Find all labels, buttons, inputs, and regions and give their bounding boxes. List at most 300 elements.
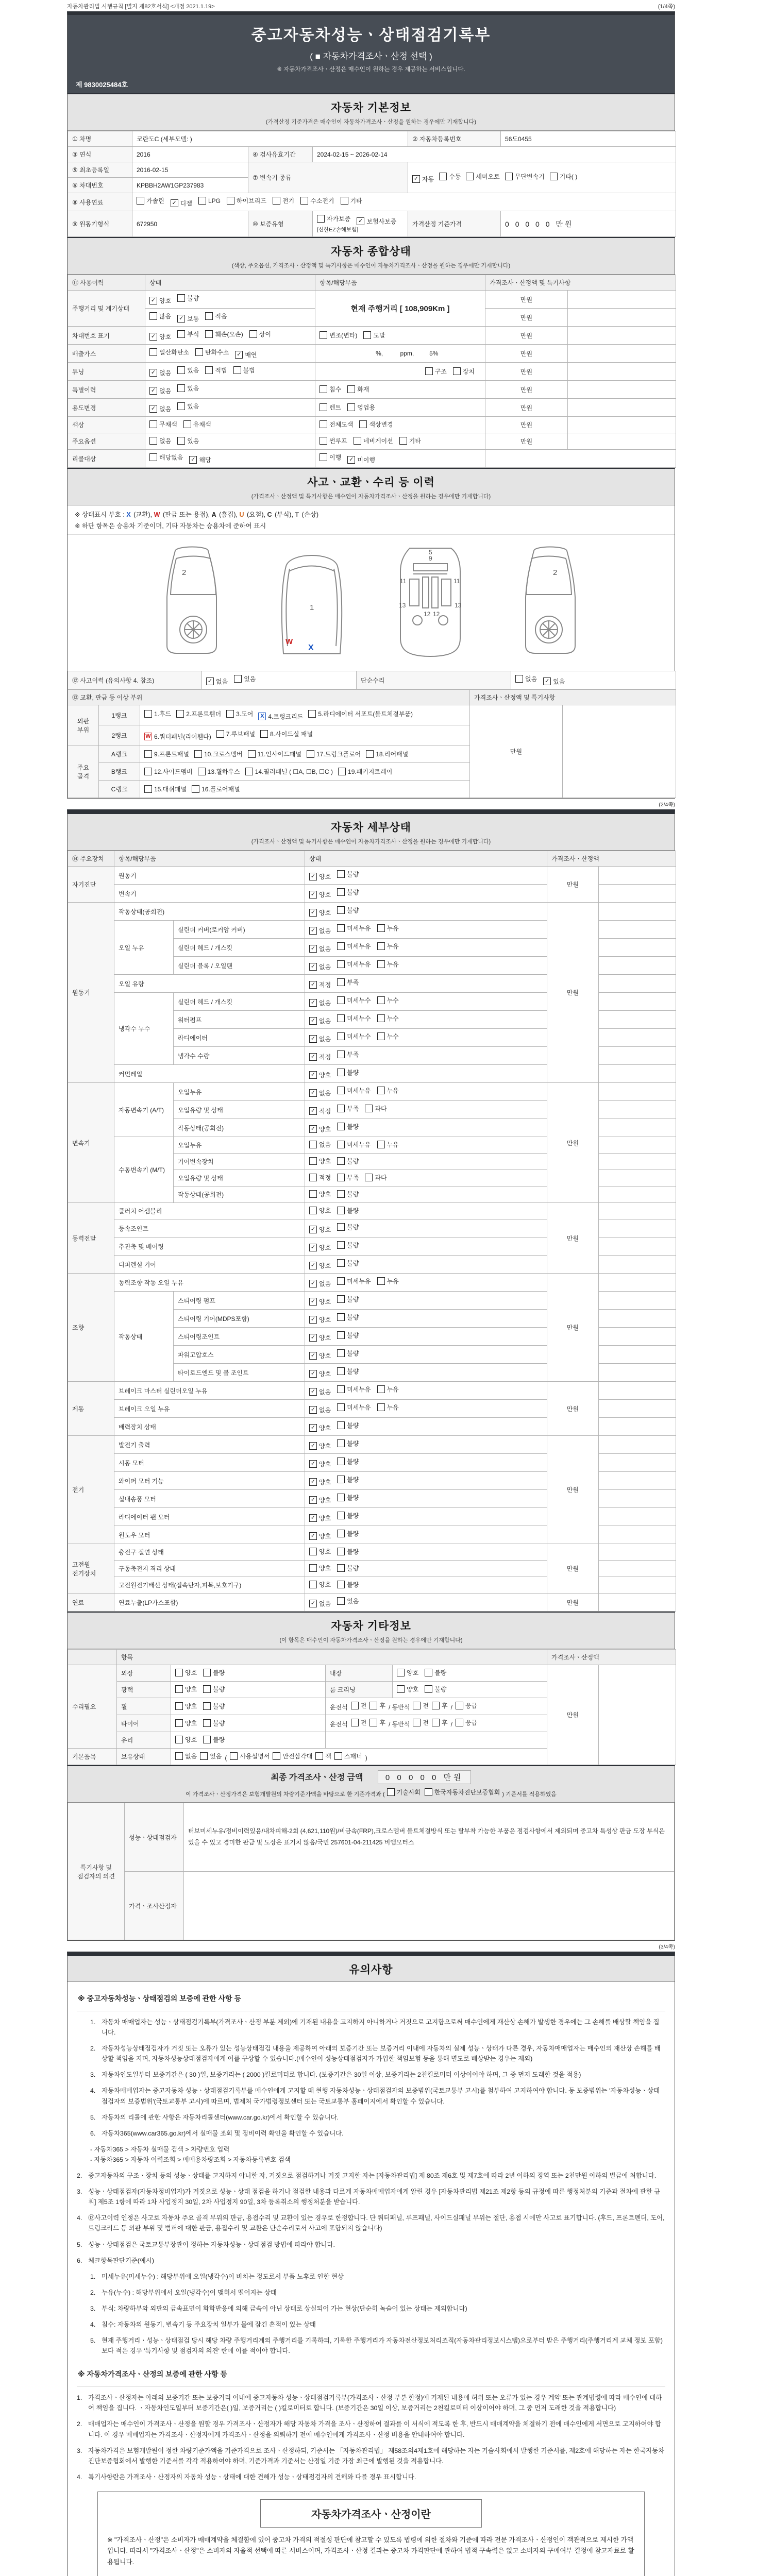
checkbox-양호[interactable] [309, 1315, 331, 1324]
table-cell [305, 1526, 547, 1544]
checkbox-6.쿼터패널(리어휀다)[interactable] [144, 732, 211, 741]
checkbox-양호[interactable] [309, 1071, 331, 1079]
checkbox-box [337, 1141, 345, 1148]
checkbox-양호[interactable] [309, 1532, 331, 1540]
checkbox-불량[interactable] [337, 1295, 359, 1303]
checkbox-적정[interactable] [309, 1053, 331, 1061]
checkbox-label: 양호 [319, 1548, 331, 1555]
table-row [68, 690, 676, 705]
checkbox-해당없음[interactable] [149, 453, 183, 462]
checkbox-불량[interactable] [337, 1529, 359, 1538]
checkbox-침수[interactable] [320, 385, 341, 394]
form-meta-line [67, 0, 675, 11]
checkbox-label: 양호 [159, 333, 172, 341]
checkbox-없음[interactable] [309, 998, 331, 1007]
table-row [68, 1594, 676, 1612]
checkbox-18.리어패널[interactable] [366, 750, 408, 758]
checkbox-응급[interactable] [456, 1718, 477, 1727]
checkbox-label: 하이브리드 [236, 197, 266, 205]
checkbox-하이브리드[interactable] [227, 196, 266, 205]
checkbox-label: 8.사이드실 패널 [270, 731, 313, 738]
checkbox-부족[interactable] [337, 978, 359, 987]
checkbox-label: 불량 [347, 871, 359, 878]
checkbox-적정[interactable] [309, 980, 331, 989]
car-top-diagram [263, 543, 361, 662]
checkbox-무채색[interactable] [149, 420, 177, 429]
table-cell [305, 921, 547, 939]
checkbox-유채색[interactable] [183, 420, 211, 429]
table-row [68, 1665, 676, 1682]
table-cell [599, 1029, 676, 1047]
diagram-label-11r: 11 [453, 578, 460, 585]
checkbox-양호[interactable] [309, 1460, 331, 1468]
checkbox-label: 없음 [319, 999, 331, 1007]
checkbox-누유[interactable] [377, 1403, 399, 1412]
checkbox-자가보증[interactable] [317, 214, 350, 223]
checkbox-없음[interactable] [149, 404, 171, 413]
checkbox-불량[interactable] [425, 1668, 446, 1677]
checkbox-누수[interactable] [377, 996, 399, 1005]
table-row [68, 1274, 676, 1292]
checkbox-불량[interactable] [337, 1313, 359, 1321]
checkbox-box [337, 1530, 345, 1537]
checkbox-없음[interactable] [309, 1140, 331, 1149]
checkbox-불량[interactable] [203, 1735, 225, 1744]
checkbox-가솔린[interactable] [137, 196, 164, 205]
checkbox-box [309, 1207, 317, 1214]
checkbox-양호[interactable] [309, 1564, 331, 1572]
checkbox-전체도색[interactable] [320, 420, 353, 429]
table-cell [145, 327, 315, 345]
checkbox-label: 14.필러패널 ( ☐A, ☐B, ☐C ) [255, 768, 333, 775]
checkbox-있음[interactable] [177, 366, 199, 375]
notice-number: 2. [77, 2172, 82, 2180]
checkbox-매연[interactable] [235, 350, 257, 359]
checkbox-화재[interactable] [347, 385, 369, 394]
checkbox-box: ✓ [309, 1352, 317, 1360]
checkbox-불량[interactable] [337, 1259, 359, 1267]
table-cell [305, 1561, 547, 1577]
checkbox-변조(변타)[interactable] [320, 331, 357, 340]
checkbox-누유[interactable] [377, 942, 399, 951]
checkbox-있음[interactable] [177, 402, 199, 411]
checkbox-누수[interactable] [377, 1032, 399, 1041]
checkbox-label: 없음 [319, 945, 331, 953]
checkbox-불량[interactable] [337, 1547, 359, 1556]
checkbox-보험사보증[interactable] [357, 217, 396, 226]
checkbox-없음[interactable] [149, 436, 171, 445]
checkbox-없음[interactable] [309, 1387, 331, 1396]
checkbox-응급[interactable] [456, 1701, 477, 1710]
checkbox-세미오토[interactable] [466, 172, 499, 181]
checkbox-없음[interactable] [309, 926, 331, 935]
checkbox-LPG[interactable] [198, 197, 221, 205]
table-cell: 브레이크 오일 누유 [114, 1400, 305, 1418]
table-cell [305, 1256, 547, 1274]
checkbox-전[interactable] [351, 1701, 367, 1710]
checkbox-있음[interactable] [200, 1752, 222, 1760]
checkbox-불량[interactable] [337, 870, 359, 878]
checkbox-양호[interactable] [397, 1685, 418, 1693]
checkbox-영업용[interactable] [347, 403, 375, 412]
checkbox-양호[interactable] [309, 1225, 331, 1234]
checkbox-누유[interactable] [377, 924, 399, 933]
checkbox-label: 양호 [319, 1533, 331, 1540]
checkbox-불량[interactable] [337, 1511, 359, 1520]
checkbox-불량[interactable] [337, 1157, 359, 1165]
checkbox-후[interactable] [369, 1718, 385, 1727]
checkbox-양호[interactable] [175, 1668, 197, 1677]
checkbox-4.트렁크리드[interactable] [258, 712, 303, 721]
checkbox-양호[interactable] [149, 332, 171, 341]
appraiser-opinion-text [184, 1872, 675, 1940]
checkbox-미세누유[interactable] [337, 1140, 371, 1149]
checkbox-누유[interactable] [377, 1385, 399, 1394]
checkbox-label: 양호 [407, 1686, 419, 1693]
checkbox-양호[interactable] [309, 1547, 331, 1556]
section-title: 유의사항 [349, 1964, 393, 1976]
checkbox-적정[interactable] [309, 1173, 331, 1182]
checkbox-안전삼각대[interactable] [273, 1752, 312, 1760]
checkbox-불량[interactable] [337, 1223, 359, 1231]
checkbox-디젤[interactable] [171, 199, 192, 208]
checkbox-box [337, 1050, 345, 1058]
table-cell: 리콜대상 [68, 450, 145, 468]
checkbox-후[interactable] [369, 1701, 385, 1710]
checkbox-상이[interactable] [249, 330, 271, 338]
checkbox-전[interactable] [413, 1718, 429, 1727]
notice-item [77, 2240, 665, 2250]
checkbox-label: 양호 [319, 1443, 331, 1450]
checkbox-있음[interactable] [177, 436, 199, 445]
checkbox-없음[interactable] [175, 1752, 197, 1760]
checkbox-양호[interactable] [309, 1442, 331, 1450]
checkbox-label: 전 [423, 1702, 429, 1709]
checkbox-미세누유[interactable] [337, 1403, 371, 1412]
checkbox-box [377, 996, 385, 1004]
checkbox-미세누유[interactable] [337, 1277, 371, 1285]
checkbox-불량[interactable] [425, 1685, 446, 1693]
checkbox-양호[interactable] [309, 890, 331, 899]
table-cell: 작동상태(공회전) [114, 903, 305, 921]
checkbox-양호[interactable] [309, 1206, 331, 1215]
checkbox-기타[interactable] [399, 436, 421, 445]
checkbox-label: 누유 [386, 1087, 399, 1094]
checkbox-없음[interactable] [309, 1016, 331, 1025]
checkbox-label: 전 [360, 1702, 367, 1709]
checkbox-색상변경[interactable] [359, 420, 393, 429]
checkbox-적법[interactable] [205, 366, 227, 375]
checkbox-10.크로스멤버[interactable] [194, 750, 243, 758]
checkbox-있음[interactable] [543, 677, 565, 686]
checkbox-불량[interactable] [337, 1068, 359, 1077]
checkbox-label: 13.휠하우스 [207, 768, 240, 775]
checkbox-8.사이드실 패널[interactable] [260, 730, 313, 738]
checkbox-있음[interactable] [234, 674, 256, 683]
table-cell: 워터펌프 [174, 1011, 305, 1029]
checkbox-부족[interactable] [337, 1050, 359, 1059]
checkbox-불량[interactable] [337, 1475, 359, 1484]
checkbox-없음[interactable] [206, 677, 228, 686]
checkbox-없음[interactable] [515, 674, 537, 683]
checkbox-box [309, 1581, 317, 1588]
checkbox-없음[interactable] [309, 962, 331, 971]
checkbox-없음[interactable] [309, 1599, 331, 1608]
checkbox-5.라디에이터 서포트(볼트체결부품)[interactable] [308, 709, 413, 718]
checkbox-미세누유[interactable] [337, 1086, 371, 1095]
checkbox-적음[interactable] [205, 312, 227, 320]
table-cell: 변속기 [68, 1083, 114, 1203]
checkbox-불량[interactable] [337, 1493, 359, 1502]
checkbox-네비게이션[interactable] [354, 436, 393, 445]
checkbox-미세누유[interactable] [337, 924, 371, 933]
checkbox-양호[interactable] [149, 296, 171, 305]
checkbox-불량[interactable] [337, 1190, 359, 1198]
car-side-left-diagram [144, 543, 242, 662]
table-row [68, 705, 676, 725]
table-cell [599, 1594, 676, 1612]
checkbox-미세누수[interactable] [337, 996, 371, 1005]
table-cell: 라디에이터 팬 모터 [114, 1508, 305, 1526]
table-cell: 주요 골격 [68, 745, 99, 798]
checkbox-불량[interactable] [337, 906, 359, 914]
checkbox-전기[interactable] [273, 196, 294, 205]
checkbox-box [337, 1295, 345, 1303]
checkbox-일산화탄소[interactable] [149, 348, 189, 357]
checkbox-16.플로어패널[interactable] [192, 785, 240, 793]
checkbox-불량[interactable] [177, 294, 199, 302]
checkbox-19.패키지트레이[interactable] [338, 767, 392, 776]
checkbox-label: 양호 [319, 1262, 331, 1269]
table-cell [305, 867, 547, 885]
table-cell: 외장 [117, 1665, 171, 1682]
detail-table [68, 851, 676, 1612]
checkbox-기타( )[interactable] [550, 172, 578, 181]
checkbox-불량[interactable] [337, 1122, 359, 1131]
checkbox-없음[interactable] [309, 944, 331, 953]
checkbox-무단변속기[interactable] [505, 172, 545, 181]
checkbox-누유[interactable] [377, 1140, 399, 1149]
checkbox-양호[interactable] [309, 1351, 331, 1360]
inline-text: ) [365, 1754, 367, 1761]
checkbox-불량[interactable] [337, 1439, 359, 1448]
checkbox-box [337, 1259, 345, 1267]
checkbox-box: ✓ [189, 456, 197, 464]
checkbox-label: 6.쿼터패널(리어휀다) [154, 733, 211, 740]
checkbox-양호[interactable] [309, 1333, 331, 1342]
checkbox-17.트렁크플로어[interactable] [307, 750, 361, 758]
checkbox-이행[interactable] [320, 453, 341, 462]
checkbox-없음[interactable] [309, 1279, 331, 1288]
notice-sec1-list [77, 2171, 665, 2356]
checkbox-box [226, 710, 234, 718]
checkbox-불량[interactable] [337, 1331, 359, 1340]
checkbox-장치[interactable] [453, 367, 475, 376]
checkbox-수소전기[interactable] [300, 196, 334, 205]
checkbox-없음[interactable] [149, 368, 171, 377]
notice-number: 4. [77, 2214, 82, 2222]
checkbox-label: 불량 [347, 1207, 359, 1214]
checkbox-불량[interactable] [337, 1349, 359, 1358]
checkbox-13.휠하우스[interactable] [198, 767, 240, 776]
table-cell [305, 1029, 547, 1047]
checkbox-불법[interactable] [233, 366, 255, 375]
checkbox-box [233, 366, 241, 374]
checkbox-양호[interactable] [309, 908, 331, 917]
table-cell [171, 1682, 326, 1698]
checkbox-렌트[interactable] [320, 403, 341, 412]
checkbox-양호[interactable] [175, 1735, 197, 1744]
notice-text: 침수: 자동차의 원동기, 변속기 등 주요장치 일부가 물에 잠긴 흔적이 있는 상태 [102, 2320, 316, 2328]
checkbox-없음[interactable] [309, 1405, 331, 1414]
checkbox-불량[interactable] [337, 1241, 359, 1249]
checkbox-보통[interactable] [177, 314, 199, 323]
checkbox-기술사회[interactable] [387, 1788, 421, 1797]
checkbox-해당[interactable] [189, 455, 211, 464]
checkbox-양호[interactable] [309, 1157, 331, 1165]
checkbox-없음[interactable] [309, 1035, 331, 1043]
checkbox-미세누유[interactable] [337, 942, 371, 951]
checkbox-구조[interactable] [425, 367, 447, 376]
checkbox-불량[interactable] [203, 1719, 225, 1727]
checkbox-양호[interactable] [309, 1496, 331, 1504]
checkbox-잭[interactable] [315, 1752, 331, 1760]
checkbox-label: 적법 [215, 367, 227, 374]
checkbox-도말[interactable] [363, 331, 385, 340]
checkbox-썬루프[interactable] [320, 436, 347, 445]
checkbox-양호[interactable] [309, 1190, 331, 1198]
checkbox-있음[interactable] [337, 1597, 359, 1605]
checkbox-양호[interactable] [397, 1668, 418, 1677]
checkbox-양호[interactable] [309, 1423, 331, 1432]
checkbox-적정[interactable] [309, 1107, 331, 1115]
checkbox-미세누수[interactable] [337, 1032, 371, 1041]
checkbox-양호[interactable] [309, 1261, 331, 1270]
checkbox-7.루브패널[interactable] [216, 730, 255, 738]
checkbox-12.사이드멤버[interactable] [144, 767, 193, 776]
checkbox-label: 불량 [347, 1191, 359, 1198]
checkbox-box [309, 1564, 317, 1572]
checkbox-양호[interactable] [309, 1369, 331, 1378]
checkbox-누유[interactable] [377, 960, 399, 969]
notice-number: 6. [90, 2129, 96, 2137]
checkbox-불량[interactable] [337, 1206, 359, 1215]
checkbox-미세누유[interactable] [337, 1385, 371, 1394]
checkbox-자동[interactable] [412, 175, 434, 183]
checkbox-전[interactable] [351, 1718, 367, 1727]
checkbox-box: ✓ [309, 1370, 317, 1378]
checkbox-불량[interactable] [203, 1685, 225, 1693]
checkbox-label: 5.라디에이터 서포트(볼트체결부품) [318, 710, 413, 718]
checkbox-box: X [258, 713, 266, 720]
checkbox-양호[interactable] [309, 1297, 331, 1306]
checkbox-많음[interactable] [149, 312, 171, 320]
checkbox-미이행[interactable] [347, 455, 375, 464]
checkbox-불량[interactable] [203, 1702, 225, 1710]
checkbox-불량[interactable] [337, 1564, 359, 1572]
checkbox-2.프론트휀더[interactable] [176, 709, 221, 718]
checkbox-없음[interactable] [309, 1089, 331, 1097]
checkbox-9.프론트패널[interactable] [144, 750, 189, 758]
checkbox-불량[interactable] [203, 1668, 225, 1677]
checkbox-부족[interactable] [337, 1173, 359, 1182]
table-cell: C랭크 [99, 781, 140, 798]
table-cell: 스티어링 기어(MDPS포함) [174, 1310, 305, 1328]
checkbox-label: 가솔린 [146, 197, 164, 205]
checkbox-양호[interactable] [309, 1125, 331, 1133]
checkbox-미세누유[interactable] [337, 960, 371, 969]
checkbox-있음[interactable] [177, 384, 199, 393]
checkbox-전[interactable] [413, 1701, 429, 1710]
checkbox-한국자동차진단보증협회[interactable] [425, 1788, 500, 1797]
checkbox-후[interactable] [432, 1718, 448, 1727]
checkbox-label: 미세누수 [347, 997, 371, 1004]
table-cell [305, 1310, 547, 1328]
checkbox-11.인사이드패널[interactable] [248, 750, 301, 758]
opinion-group-label: 특기사항 및 점검자의 의견 [68, 1803, 125, 1940]
checkbox-누수[interactable] [377, 1014, 399, 1023]
checkbox-3.도어[interactable] [226, 709, 253, 718]
table-row [68, 851, 676, 867]
checkbox-탄화수소[interactable] [195, 348, 229, 357]
checkbox-누유[interactable] [377, 1277, 399, 1285]
checkbox-없음[interactable] [149, 386, 171, 395]
checkbox-양호[interactable] [309, 1580, 331, 1589]
checkbox-box [203, 1719, 211, 1727]
checkbox-양호[interactable] [175, 1685, 197, 1693]
checkbox-양호[interactable] [309, 1514, 331, 1522]
checkbox-15.대쉬패널[interactable] [144, 785, 187, 793]
checkbox-불량[interactable] [337, 888, 359, 896]
checkbox-box [198, 768, 206, 775]
checkbox-불량[interactable] [337, 1367, 359, 1376]
checkbox-후[interactable] [432, 1701, 448, 1710]
table-cell [568, 309, 676, 327]
diagram-label-13l: 13 [399, 602, 406, 609]
checkbox-훼손(오손)[interactable] [205, 330, 243, 338]
checkbox-양호[interactable] [309, 1478, 331, 1486]
checkbox-1.후드[interactable] [144, 709, 171, 718]
table-cell: 672950 [132, 211, 248, 237]
checkbox-불량[interactable] [337, 1421, 359, 1430]
table-cell [305, 1219, 547, 1238]
checkbox-box [377, 1403, 385, 1411]
checkbox-양호[interactable] [175, 1702, 197, 1710]
checkbox-불량[interactable] [337, 1457, 359, 1466]
checkbox-box: ✓ [309, 1035, 317, 1043]
checkbox-사용설명서[interactable] [230, 1752, 270, 1760]
checkbox-label: 불량 [347, 1440, 359, 1447]
checkbox-불량[interactable] [337, 1580, 359, 1589]
checkbox-양호[interactable] [309, 1243, 331, 1252]
notice-sec1-heading: ※ 중고자동차성능ㆍ상태점검의 보증에 관한 사항 등 [77, 1986, 665, 2011]
checkbox-기타[interactable] [341, 196, 362, 205]
checkbox-label: 부족 [347, 1105, 359, 1112]
checkbox-양호[interactable] [175, 1719, 197, 1727]
checkbox-14.필러패널 ( ☐A, ☐B, ☐C )[interactable] [245, 767, 333, 776]
checkbox-부족[interactable] [337, 1104, 359, 1113]
checkbox-과다[interactable] [365, 1104, 386, 1113]
checkbox-미세누수[interactable] [337, 1014, 371, 1023]
table-cell: KPBBH2AW1GP237983 [132, 178, 248, 193]
checkbox-누유[interactable] [377, 1086, 399, 1095]
checkbox-부식[interactable] [177, 330, 199, 338]
checkbox-스패너[interactable] [334, 1752, 362, 1760]
checkbox-label: 스패너 [344, 1753, 362, 1760]
checkbox-과다[interactable] [365, 1173, 386, 1182]
checkbox-양호[interactable] [309, 872, 331, 881]
checkbox-수동[interactable] [439, 172, 461, 181]
